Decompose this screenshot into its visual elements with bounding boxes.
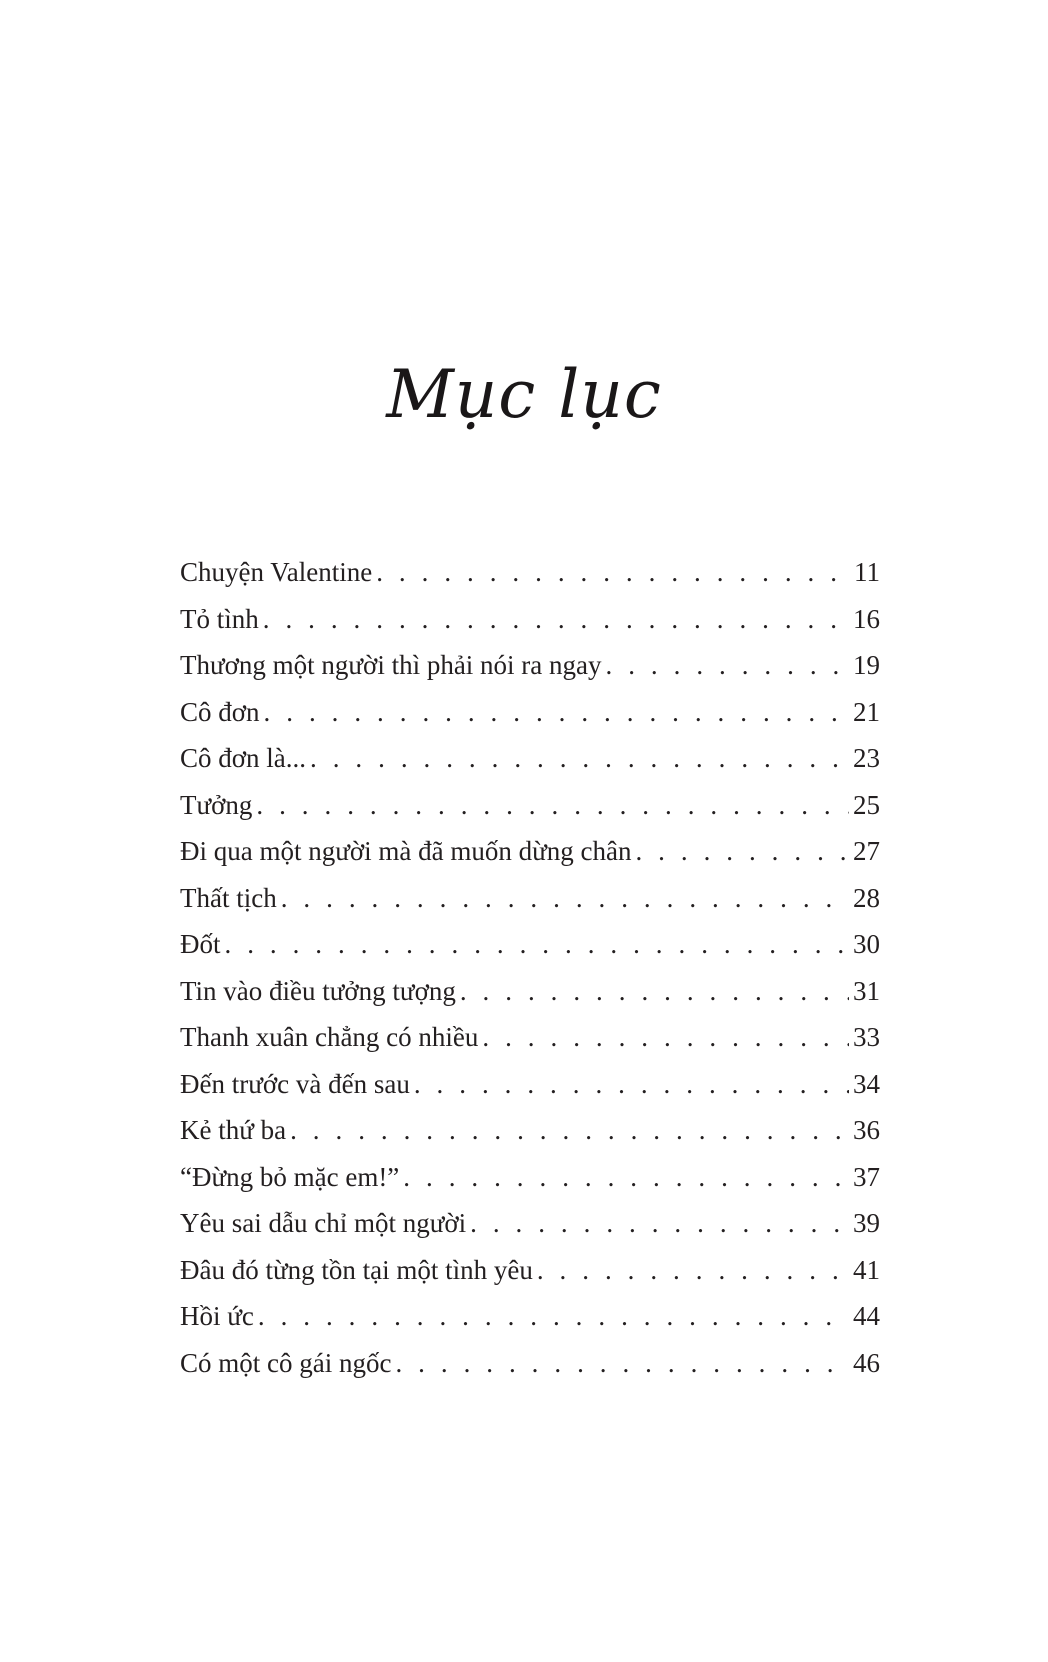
- table-of-contents: [180, 555, 880, 1392]
- toc-entry: [180, 1206, 880, 1253]
- toc-entry-title: “Đừng bỏ mặc em!”: [180, 1161, 400, 1192]
- toc-dot-leader: [310, 741, 849, 775]
- toc-entry: [180, 1253, 880, 1300]
- toc-entry-title: Đốt: [180, 929, 221, 959]
- toc-entry: [180, 1299, 880, 1346]
- toc-dot-leader: [376, 555, 850, 589]
- page-title: Mục lục: [386, 356, 662, 433]
- toc-dot-leader: [290, 1113, 849, 1147]
- toc-entry-page: 21: [853, 696, 880, 727]
- toc-entry-page: 31: [853, 975, 880, 1006]
- toc-entry-page: 11: [854, 557, 880, 587]
- toc-entry: [180, 602, 880, 649]
- toc-entry-title: Kẻ thứ ba: [180, 1115, 287, 1145]
- toc-entry-page: 30: [853, 929, 880, 959]
- toc-entry: [180, 1160, 880, 1207]
- toc-dot-leader: [470, 1206, 849, 1240]
- toc-entry-title: Đâu đó từng tồn tại một tình yêu: [180, 1254, 533, 1285]
- toc-entry-page: 23: [853, 743, 880, 773]
- toc-entry-title: Thương một người thì phải nói ra ngay: [180, 650, 602, 680]
- toc-entry-page: 44: [853, 1301, 880, 1331]
- toc-entry-title: Thanh xuân chẳng có nhiều: [180, 1022, 479, 1052]
- toc-entry-page: 34: [853, 1068, 880, 1099]
- toc-dot-leader: [414, 1067, 849, 1101]
- toc-entry-title: Đến trước và đến sau: [180, 1068, 410, 1099]
- toc-entry: [180, 1020, 880, 1067]
- toc-entry-title: Chuyện Valentine: [180, 557, 373, 587]
- toc-entry-title: Tỏ tình: [180, 603, 259, 634]
- toc-entry-title: Hồi ức: [180, 1301, 254, 1331]
- toc-entry: [180, 1067, 880, 1114]
- toc-entry-page: 16: [853, 603, 880, 634]
- toc-entry-page: 39: [853, 1208, 880, 1238]
- toc-entry-title: Cô đơn: [180, 696, 260, 727]
- toc-entry: [180, 555, 880, 602]
- toc-dot-leader: [403, 1160, 849, 1194]
- toc-dot-leader: [264, 695, 849, 729]
- toc-entry: [180, 741, 880, 788]
- toc-entry: [180, 834, 880, 881]
- toc-entry-page: 41: [853, 1254, 880, 1285]
- toc-dot-leader: [281, 881, 849, 915]
- toc-entry: [180, 927, 880, 974]
- toc-dot-leader: [482, 1020, 849, 1054]
- toc-entry-page: 36: [853, 1115, 880, 1145]
- toc-entry-title: Đi qua một người mà đã muốn dừng chân: [180, 836, 632, 866]
- toc-dot-leader: [460, 974, 849, 1008]
- toc-entry: [180, 881, 880, 928]
- toc-dot-leader: [258, 1299, 849, 1333]
- toc-entry: [180, 974, 880, 1021]
- toc-entry: [180, 695, 880, 742]
- toc-dot-leader: [606, 648, 849, 682]
- toc-entry-page: 46: [853, 1347, 880, 1378]
- toc-entry: [180, 648, 880, 695]
- toc-entry-page: 25: [853, 789, 880, 820]
- toc-entry-page: 28: [853, 882, 880, 913]
- toc-dot-leader: [225, 927, 850, 961]
- toc-entry-title: Tin vào điều tưởng tượng: [180, 975, 456, 1006]
- toc-dot-leader: [256, 788, 849, 822]
- toc-dot-leader: [263, 602, 849, 636]
- toc-entry-title: Yêu sai dẫu chỉ một người: [180, 1208, 467, 1238]
- toc-entry-title: Có một cô gái ngốc: [180, 1347, 392, 1378]
- toc-entry-page: 27: [853, 836, 880, 866]
- toc-entry: [180, 788, 880, 835]
- toc-entry-title: Tưởng: [180, 789, 253, 820]
- toc-entry-page: 33: [853, 1022, 880, 1052]
- toc-dot-leader: [635, 834, 849, 868]
- toc-dot-leader: [395, 1346, 849, 1380]
- toc-entry: [180, 1346, 880, 1393]
- toc-entry-title: Cô đơn là...: [180, 743, 307, 773]
- toc-entry-page: 37: [853, 1161, 880, 1192]
- toc-entry-title: Thất tịch: [180, 882, 277, 913]
- toc-entry: [180, 1113, 880, 1160]
- toc-dot-leader: [537, 1253, 849, 1287]
- toc-entry-page: 19: [853, 650, 880, 680]
